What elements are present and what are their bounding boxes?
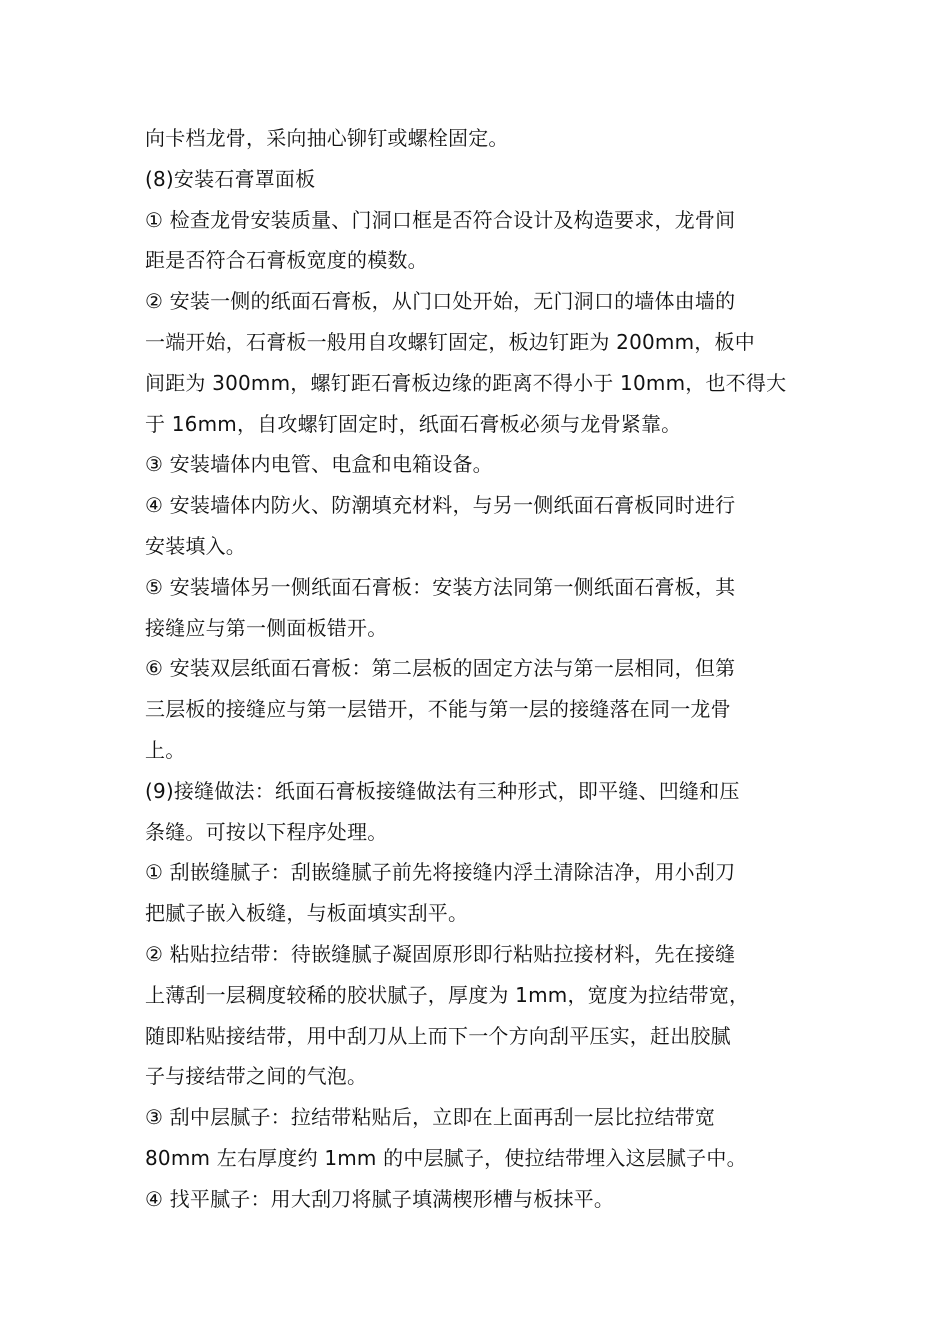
text-line: ③ 刮中层腻子：拉结带粘贴后，立即在上面再刮一层比拉结带宽 — [145, 1105, 716, 1130]
text-line: ② 粘贴拉结带：待嵌缝腻子凝固原形即行粘贴拉接材料，先在接缝 — [145, 941, 736, 966]
text-line: 一端开始，石膏板一般用自攻螺钉固定，板边钉距为 200mm，板中 — [145, 329, 755, 354]
text-line: 上薄刮一层稠度较稀的胶状腻子，厚度为 1mm，宽度为拉结带宽， — [145, 982, 750, 1007]
text-line: 向卡档龙骨，采向抽心铆钉或螺栓固定。 — [145, 126, 509, 150]
text-line: ① 刮嵌缝腻子：刮嵌缝腻子前先将接缝内浮土清除洁净，用小刮刀 — [145, 860, 736, 885]
text-line: ⑤ 安装墙体另一侧纸面石膏板：安装方法同第一侧纸面石膏板，其 — [145, 574, 736, 599]
text-line: 条缝。可按以下程序处理。 — [145, 819, 388, 844]
text-line: 把腻子嵌入板缝，与板面填实刮平。 — [145, 901, 469, 926]
text-line: ⑥ 安装双层纸面石膏板：第二层板的固定方法与第一层相同，但第 — [145, 656, 736, 681]
text-line: ④ 安装墙体内防火、防潮填充材料，与另一侧纸面石膏板同时进行 — [145, 493, 736, 518]
text-line: 随即粘贴接结带，用中刮刀从上而下一个方向刮平压实，赶出胶腻 — [145, 1023, 731, 1048]
text-line: ④ 找平腻子：用大刮刀将腻子填满楔形槽与板抹平。 — [145, 1186, 615, 1211]
text-line: 接缝应与第一侧面板错开。 — [145, 615, 388, 640]
text-line: 80mm 左右厚度约 1mm 的中层腻子，使拉结带埋入这层腻子中。 — [145, 1145, 747, 1170]
section-heading-9: (9)接缝做法：纸面石膏板接缝做法有三种形式，即平缝、凹缝和压 — [145, 778, 740, 803]
text-line: 安装填入。 — [145, 533, 246, 558]
text-line: 间距为 300mm，螺钉距石膏板边缘的距离不得小于 10mm，也不得大 — [145, 370, 787, 395]
text-line: 三层板的接缝应与第一层错开，不能与第一层的接缝落在同一龙骨 — [145, 697, 731, 722]
text-line: 子与接结带之间的气泡。 — [145, 1064, 368, 1089]
body-text — [145, 118, 810, 1220]
text-line: 于 16mm，自攻螺钉固定时，纸面石膏板必须与龙骨紧靠。 — [145, 411, 682, 436]
text-line: ① 检查龙骨安装质量、门洞口框是否符合设计及构造要求，龙骨间 — [145, 207, 736, 232]
text-line: 上。 — [145, 737, 186, 762]
text-line: ③ 安装墙体内电管、电盒和电箱设备。 — [145, 452, 493, 477]
section-heading-8: (8)安装石膏罩面板 — [145, 166, 316, 191]
text-line: ② 安装一侧的纸面石膏板，从门口处开始，无门洞口的墙体由墙的 — [145, 289, 736, 314]
text-line: 距是否符合石膏板宽度的模数。 — [145, 248, 428, 273]
